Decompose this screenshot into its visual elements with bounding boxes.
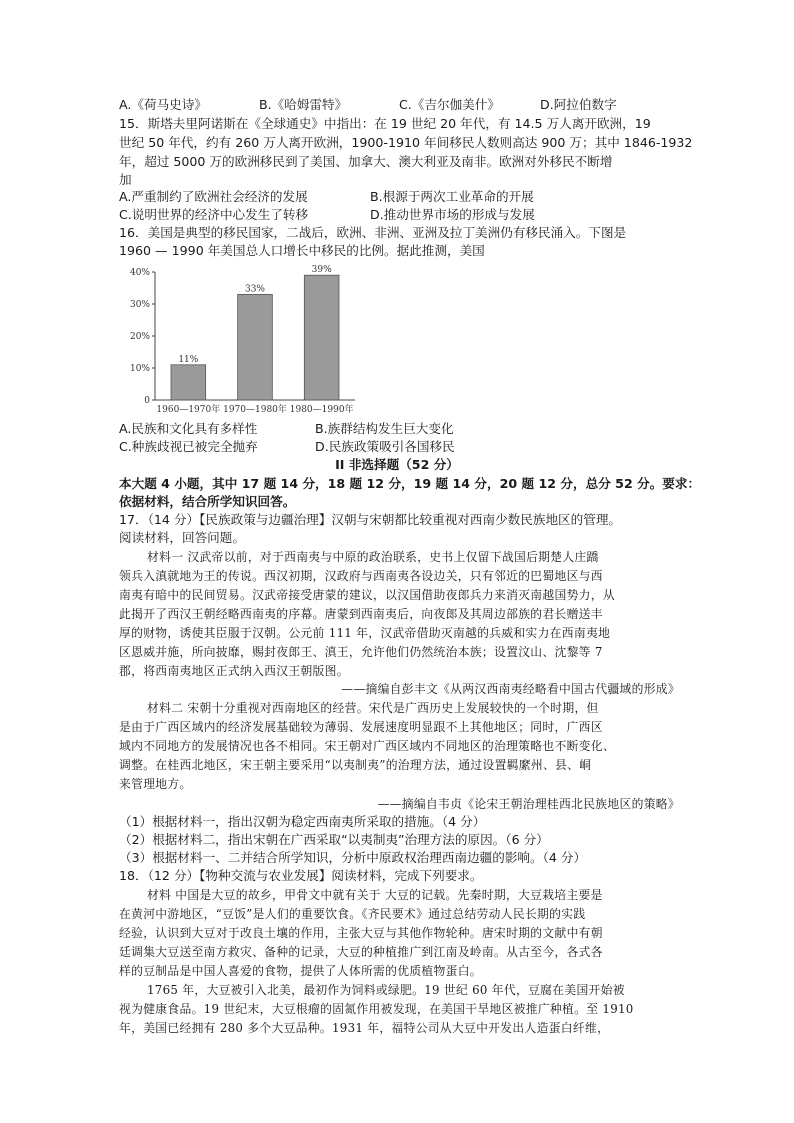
section-intro-line: 本大题 4 小题，其中 17 题 14 分，18 题 12 分，19 题 14 分，20 题 12 分，总分 52 分。要求： [119,476,701,491]
section-title: II 非选择题（52 分） [335,457,459,472]
q17-material2-line: 材料二 宋朝十分重视对西南地区的经营。宋代是广西历史上发展较快的一个时期，但 [147,701,599,715]
q16-option-a: A.民族和文化具有多样性 [119,421,258,436]
bar-value-label: 33% [244,284,266,295]
q16-option-c: C.种族歧视已被完全抛弃 [119,439,258,454]
q17-material2-line: 调整。在桂西北地区，宋王朝主要采用“以夷制夷”的治理方法，通过设置羁縻州、县、峒 [119,758,592,772]
q18-material-line: 年，美国已经拥有 280 多个大豆品种。1931 年，福特公司从大豆中开发出人造蛋白纤维， [119,1021,610,1035]
q17-material1-line: 郡，将西南夷地区正式纳入西汉王朝版图。 [119,664,349,678]
q17-source1: ——摘编自彭丰文《从两汉西南夷经略看中国古代疆域的形成》 [341,682,680,696]
q17-material2-line: 域内不同地方的发展情况也各不相同。宋王朝对广西区域内不同地区的治理策略也不断变化、 [119,739,615,753]
y-tick-label: 10% [129,364,150,374]
q18-material-line: 视为健康食品。19 世纪末，大豆根瘤的固氮作用被发现，在美国干旱地区被推广种植。至 1910 [119,1002,634,1016]
q17-source2: ——摘编自韦贞《论宋王朝治理桂西北民族地区的策略》 [377,797,680,811]
q15-stem-line: 加 [119,172,132,187]
q15-stem-line: 15．斯塔夫里阿诺斯在《全球通史》中指出：在 19 世纪 20 年代，有 14.5 万人离开欧洲，19 [119,116,651,131]
q14-option-d: D.阿拉伯数字 [540,97,617,112]
q16-stem-line: 1960 — 1990 年美国总人口增长中移民的比例。据此推测，美国 [119,243,485,258]
q18-material-line: 样的豆制品是中国人喜爱的食物，提供了人体所需的优质植物蛋白。 [119,964,482,978]
q17-material1-line: 南夷有暗中的民间贸易。汉武帝接受唐蒙的建议，以汉国借助夜郎兵力来消灭南越国势力，从 [119,588,615,602]
q16-option-b: B.族群结构发生巨大变化 [315,421,454,436]
y-tick-label: 0 [144,396,150,406]
immigration-bar-chart [119,260,359,420]
q18-material-line: 在黄河中游地区，“豆饭”是人们的重要饮食。《齐民要术》通过总结劳动人民长期的实践 [119,907,586,921]
x-category-label: 1970—1980年 [223,405,287,415]
q14-option-a: A.《荷马史诗》 [119,97,207,112]
y-tick-label: 20% [129,332,150,342]
y-tick-label: 30% [129,300,150,310]
q17-material2-line: 来管理地方。 [119,777,192,791]
x-category-label: 1960—1970年 [156,405,221,415]
q16-stem-line: 16．美国是典型的移民国家，二战后，欧洲、非洲、亚洲及拉丁美洲仍有移民涌入。下图是 [119,225,627,240]
q17-material1-line: 厚的财物，诱使其臣服于汉朝。公元前 111 年，汉武帝借助灭南越的兵威和实力在西南夷地 [119,626,611,640]
q15-option-b: B.根源于两次工业革命的开展 [370,189,534,204]
q17-material1-line: 材料一 汉武帝以前，对于西南夷与中原的政治联系，史书上仅留下战国后期楚人庄蹻 [147,550,599,564]
bar-value-label: 11% [178,354,199,365]
q17-material1-line: 领兵入滇就地为王的传说。西汉初期，汉政府与西南夷各设边关，只有邻近的巴蜀地区与西 [119,569,603,583]
q15-stem-line: 世纪 50 年代，约有 260 万人离开欧洲，1900-1910 年间移民人数则高达 900 万；其中 1846-1932 [119,135,693,150]
q17-question: （1）根据材料一，指出汉朝为稳定西南夷所采取的措施。（4 分） [119,814,486,829]
q14-option-c: C.《吉尔伽美什》 [399,97,500,112]
q14-option-b: B.《哈姆雷特》 [259,97,348,112]
y-tick-label: 40% [129,268,150,278]
q18-material-line: 廷调集大豆送至南方救灾、备种的记录，大豆的种植推广到江南及岭南。从古至今，各式各 [119,945,603,959]
q16-option-d: D.民族政策吸引各国移民 [315,439,455,454]
bar [238,294,273,400]
bar [171,365,206,400]
q17-material1-line: 区恩威并施，所向披靡，赐封夜郎王、滇王，允许他们仍然统治本族；设置汶山、沈黎等 7 [119,645,603,659]
q18-material-line: 材料 中国是大豆的故乡，甲骨文中就有关于 大豆的记载。先秦时期，大豆栽培主要是 [147,888,603,902]
q18-material-line: 经验，认识到大豆对于改良土壤的作用，主张大豆与其他作物轮种。唐宋时期的文献中有朝 [119,926,603,940]
q18-stem: 18．（12 分）【物种交流与农业发展】阅读材料，完成下列要求。 [119,868,483,883]
q15-option-d: D.推动世界市场的形成与发展 [370,207,535,222]
x-category-label: 1980—1990年 [289,405,354,415]
q17-material2-line: 是由于广西区域内的经济发展基础较为薄弱、发展速度明显跟不上其他地区；同时，广西区 [119,720,603,734]
q17-question: （2）根据材料二，指出宋朝在广西采取“以夷制夷”治理方法的原因。（6 分） [119,832,549,847]
q17-question: （3）根据材料一、二并结合所学知识，分析中原政权治理西南边疆的影响。（4 分） [119,850,587,865]
q18-material-line: 1765 年，大豆被引入北美，最初作为饲料或绿肥。19 世纪 60 年代，豆腐在美国开始被 [147,983,625,997]
bar-value-label: 39% [311,265,332,276]
q15-option-c: C.说明世界的经济中心发生了转移 [119,207,309,222]
section-intro-line: 依据材料，结合所学知识回答。 [119,494,296,509]
q17-stem-line: 17．（14 分）【民族政策与边疆治理】汉朝与宋朝都比较重视对西南少数民族地区的管理。 [119,512,622,527]
bar [304,275,339,400]
q17-stem-line: 阅读材料，回答问题。 [119,530,245,545]
q15-option-a: A.严重制约了欧洲社会经济的发展 [119,189,308,204]
q15-stem-line: 年，超过 5000 万的欧洲移民到了美国、加拿大、澳大利亚及南非。欧洲对外移民不断增 [119,154,613,169]
q17-material1-line: 此揭开了西汉王朝经略西南夷的序幕。唐蒙到西南夷后，向夜郎及其周边部族的君长赠送丰 [119,607,603,621]
